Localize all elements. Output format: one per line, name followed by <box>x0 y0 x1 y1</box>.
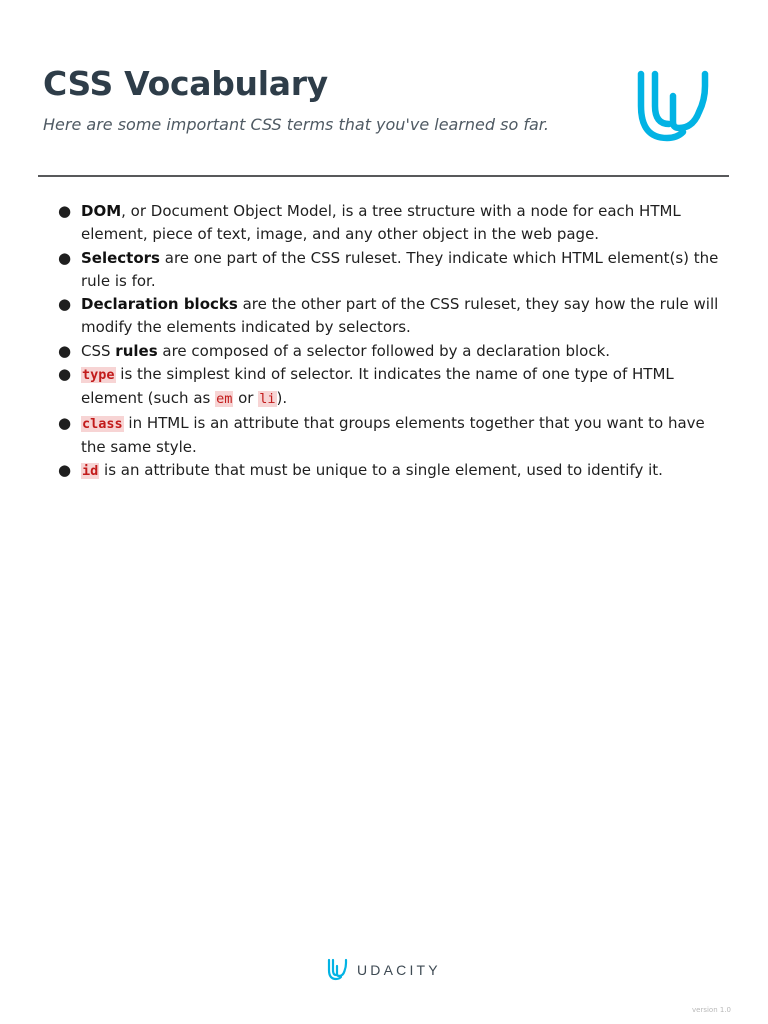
bullet-icon: ● <box>58 202 72 220</box>
code-term: type <box>82 367 115 383</box>
bullet-icon: ● <box>58 295 72 313</box>
term-end: ). <box>276 389 288 407</box>
bullet-icon: ● <box>58 341 72 360</box>
header-divider <box>38 175 729 177</box>
list-item <box>55 459 725 483</box>
list-item <box>55 293 725 339</box>
term-name: Declaration blocks <box>81 295 238 313</box>
term-name: Selectors <box>81 248 160 267</box>
list-item <box>55 363 725 411</box>
bullet-icon: ● <box>58 413 72 432</box>
udacity-logo-icon <box>633 66 713 146</box>
term-name: rules <box>115 341 158 360</box>
code-example: li <box>259 391 276 407</box>
term-definition: is the simplest kind of selector. It indicates the name of one type of HTML element (such as <box>81 365 674 407</box>
term-definition: are one part of the CSS ruleset. They indicate which HTML element(s) the rule is for. <box>81 248 719 290</box>
page-subtitle: Here are some important CSS terms that you've learned so far. <box>43 115 549 134</box>
term-connector: or <box>233 389 259 407</box>
footer-brand-name: UDACITY <box>357 962 441 978</box>
bullet-icon: ● <box>58 461 72 479</box>
term-prefix: CSS <box>81 341 116 360</box>
code-term: id <box>82 463 99 479</box>
term-definition: are the other part of the CSS ruleset, they say how the rule will modify the elements indicated by selectors. <box>81 295 719 336</box>
bullet-icon: ● <box>58 365 72 383</box>
list-item <box>55 412 725 459</box>
list-item <box>55 200 725 246</box>
footer-brand <box>326 958 441 982</box>
version-label: version 1.0 <box>692 1006 731 1014</box>
code-term: class <box>82 415 123 432</box>
bullet-icon: ● <box>58 248 72 267</box>
term-definition: in HTML is an attribute that groups elements together that you want to have the same style. <box>81 413 705 456</box>
term-name: DOM <box>81 202 122 220</box>
list-item <box>55 247 725 293</box>
list-item <box>55 340 725 363</box>
term-definition: , or Document Object Model, is a tree structure with a node for each HTML element, piece of text, image, and any other object in the web page. <box>81 202 681 243</box>
term-definition: is an attribute that must be unique to a single element, used to identify it. <box>99 461 663 479</box>
term-definition: are composed of a selector followed by a declaration block. <box>157 341 611 360</box>
page-title: CSS Vocabulary <box>43 64 328 103</box>
udacity-small-logo-icon <box>326 958 348 982</box>
term-list <box>55 200 725 484</box>
code-example: em <box>216 391 233 407</box>
